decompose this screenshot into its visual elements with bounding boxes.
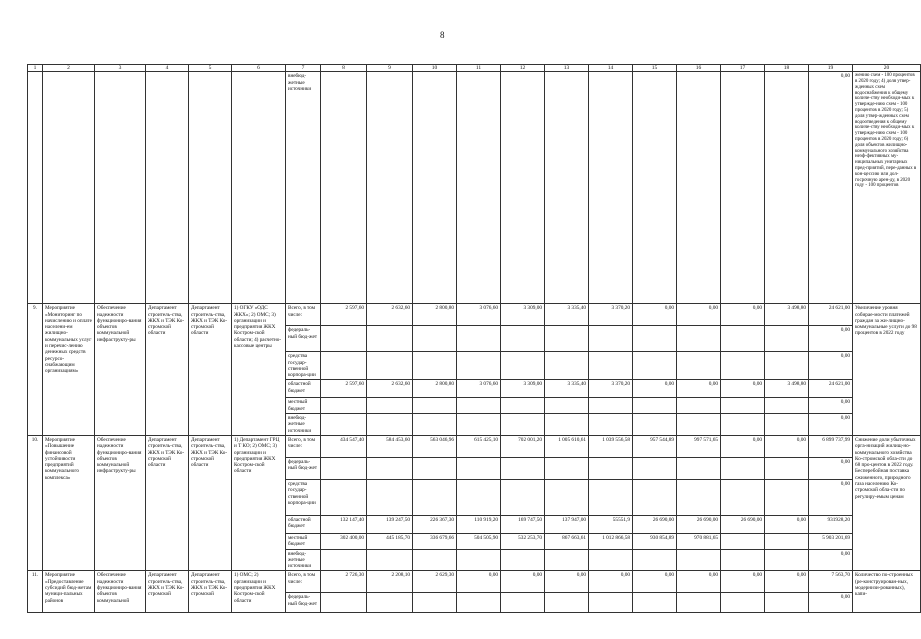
source-label: Всего, в том числе: (286, 435, 321, 457)
executor: Департамент строитель-ства, ЖКХ и ТЭК Ко-стромской (189, 571, 232, 613)
value-cell: 930 854,89 (633, 533, 677, 549)
col-header: 1 (28, 65, 43, 72)
executor: Департамент строитель-ства, ЖКХ и ТЭК Ко-стромской области (189, 435, 232, 570)
value-cell: 2 597,60 (321, 380, 367, 398)
value-cell: 3 498,80 (765, 304, 809, 326)
participants: 1) ОМС; 2) организации и предприятия ЖКХ Костром-ской области (232, 571, 286, 613)
executor: Департамент строитель-ства, ЖКХ и ТЭК Ко-стромской области (189, 304, 232, 436)
value-cell (721, 593, 765, 613)
value-cell (501, 326, 545, 352)
value-cell (765, 352, 809, 380)
value-cell (677, 549, 721, 571)
value-cell (321, 326, 367, 352)
col-header: 14 (589, 65, 633, 72)
value-cell (677, 457, 721, 479)
value-cell (589, 479, 633, 515)
value-cell (367, 457, 413, 479)
value-cell: 3 498,80 (765, 380, 809, 398)
value-cell (765, 479, 809, 515)
value-cell (677, 479, 721, 515)
value-cell: 0,00 (457, 571, 501, 593)
value-cell (633, 414, 677, 436)
col-header: 3 (95, 65, 146, 72)
value-cell: 26 690,00 (721, 515, 765, 533)
value-cell (321, 414, 367, 436)
value-cell (545, 352, 589, 380)
total-cell: 6 899 737,99 (809, 435, 853, 457)
total-cell: 24 621,00 (809, 304, 853, 326)
value-cell: 584 453,60 (367, 435, 413, 457)
value-cell: 2 597,60 (321, 304, 367, 326)
activity-purpose: Обеспечение надежности функциониро-вания объектов коммунальной (95, 571, 146, 613)
value-cell (721, 457, 765, 479)
value-cell: 137 947,00 (545, 515, 589, 533)
value-cell: 563 046,96 (413, 435, 457, 457)
value-cell: 2 208,10 (367, 571, 413, 593)
value-cell (367, 326, 413, 352)
value-cell: 0,00 (633, 571, 677, 593)
col-header: 16 (677, 65, 721, 72)
participants: 1) ОГКУ «ОДС ЖКХ»; 2) ОМС; 3) организации и предприятия ЖКХ Костром-ской области; 4) расчетно-кассовые центры (232, 304, 286, 436)
value-cell (321, 398, 367, 414)
value-cell: 3 309,00 (501, 380, 545, 398)
value-cell (367, 479, 413, 515)
value-cell: 0,00 (545, 571, 589, 593)
result-text: жению схем - 100 процентов в 2020 году; 4) доля утвер-жденных схем водоснабжения к общему количе-ству необходи-мых к утвержде-нию схем - 100 процентов в 2020 году; 5) доля утвер-жденных схем водоотведения к общему количе-ству необходи-мых к утвержде-нию схем - 100 процентов в 2020 году; 6) доля объектов жилищно-коммунального хозяйства неэф-фективных му-ниципальных унитарных пред-приятий, пере-данных в кон-цессию или дол-госрочную арен-ду, в 2020 году - 100 процентов (853, 72, 921, 304)
value-cell: 0,00 (501, 571, 545, 593)
value-cell (545, 398, 589, 414)
value-cell: 336 679,66 (413, 533, 457, 549)
value-cell: 1 012 866,58 (589, 533, 633, 549)
value-cell: 2 800,80 (413, 380, 457, 398)
value-cell: 2 629,30 (413, 571, 457, 593)
col-header: 15 (633, 65, 677, 72)
value-cell (367, 414, 413, 436)
value-cell: 2 800,80 (413, 304, 457, 326)
total-cell: 0,00 (809, 72, 853, 304)
value-cell: 110 919,20 (457, 515, 501, 533)
source-label: Всего, в том числе: (286, 304, 321, 326)
value-cell (413, 479, 457, 515)
value-cell (545, 549, 589, 571)
value-cell: 434 547,40 (321, 435, 367, 457)
total-cell: 0,00 (809, 398, 853, 414)
row-number: 10. (28, 435, 43, 570)
value-cell (367, 549, 413, 571)
total-cell: 0,00 (809, 352, 853, 380)
value-cell (589, 549, 633, 571)
result-text: Увеличение уровня собирае-мости платежей граждан за жи-лищно-коммунальные услуги до 98 процентов в 2022 году (853, 304, 921, 436)
activity-name: Мероприятие «Повышение финансовой устойчивости предприятий коммунального комплекса» (43, 435, 95, 570)
value-cell (765, 398, 809, 414)
value-cell: 532 253,70 (501, 533, 545, 549)
value-cell (413, 414, 457, 436)
col-header: 4 (146, 65, 189, 72)
value-cell (457, 352, 501, 380)
value-cell (321, 593, 367, 613)
row-number: 9. (28, 304, 43, 436)
col-header: 13 (545, 65, 589, 72)
value-cell (545, 326, 589, 352)
value-cell: 0,00 (589, 571, 633, 593)
value-cell: 970 881,65 (677, 533, 721, 549)
value-cell: 1 039 556,58 (589, 435, 633, 457)
value-cell: 0,00 (721, 435, 765, 457)
value-cell: 0,00 (721, 380, 765, 398)
value-cell: 0,00 (721, 304, 765, 326)
value-cell: 1 005 610,61 (545, 435, 589, 457)
value-cell (413, 549, 457, 571)
value-cell (633, 479, 677, 515)
activity-name: Мероприятие «Предоставление субсидий бюд-жетам муници-пальных районов (43, 571, 95, 613)
total-cell: 7 563,70 (809, 571, 853, 593)
value-cell (501, 593, 545, 613)
value-cell (633, 593, 677, 613)
source-label: федераль-ный бюд-жет (286, 326, 321, 352)
table-row (28, 571, 921, 593)
value-cell (413, 398, 457, 414)
value-cell (457, 549, 501, 571)
value-cell (677, 414, 721, 436)
total-cell: 5 903 201,69 (809, 533, 853, 549)
value-cell: 867 663,61 (545, 533, 589, 549)
value-cell (765, 593, 809, 613)
value-cell (501, 549, 545, 571)
value-cell (633, 326, 677, 352)
page-number: 8 (440, 30, 445, 40)
source-label: местный бюджет (286, 398, 321, 414)
value-cell (721, 549, 765, 571)
total-cell: 0,00 (809, 549, 853, 571)
value-cell (721, 352, 765, 380)
value-cell: 169 747,50 (501, 515, 545, 533)
result-text: Снижение доли убыточных орга-низаций жилищ-но-коммунального хозяйства Ко-стромской обла-сти до 68 про-центов в 2022 году. Бесперебойная поставка сжиженного, природного газа населению Ко-стромской обла-сти по регулиру-емым ценам (853, 435, 921, 570)
source-label: федераль-ный бюд-жет (286, 593, 321, 613)
value-cell (677, 352, 721, 380)
col-header: 5 (189, 65, 232, 72)
value-cell: 0,00 (765, 515, 809, 533)
value-cell: 997 571,65 (677, 435, 721, 457)
value-cell (413, 593, 457, 613)
total-cell: 0,00 (809, 457, 853, 479)
value-cell: 3 076,60 (457, 380, 501, 398)
source-label: средства государ-ственной корпора-ции (286, 479, 321, 515)
value-cell (765, 414, 809, 436)
value-cell (765, 326, 809, 352)
value-cell (765, 533, 809, 549)
value-cell (633, 352, 677, 380)
source-label: внебюд-жетные источники (286, 414, 321, 436)
value-cell (501, 479, 545, 515)
col-header: 2 (43, 65, 95, 72)
value-cell (589, 593, 633, 613)
col-header: 18 (765, 65, 809, 72)
value-cell (545, 479, 589, 515)
value-cell: 3 335,40 (545, 304, 589, 326)
activity-purpose: Обеспечение надежности функциониро-вания объектов коммунальной инфраструкту-ры (95, 435, 146, 570)
value-cell (413, 326, 457, 352)
value-cell (677, 398, 721, 414)
value-cell: 504 505,90 (457, 533, 501, 549)
value-cell: 0,00 (677, 380, 721, 398)
value-cell: 302 400,00 (321, 533, 367, 549)
source-label: областной бюджет (286, 380, 321, 398)
value-cell: 2 632,60 (367, 304, 413, 326)
value-cell: 0,00 (633, 304, 677, 326)
value-cell (457, 457, 501, 479)
value-cell (367, 352, 413, 380)
activity-purpose: Обеспечение надежности функциониро-вания объектов коммунальной инфраструкту-ры (95, 304, 146, 436)
value-cell (589, 352, 633, 380)
value-cell (589, 398, 633, 414)
value-cell: 3 335,40 (545, 380, 589, 398)
value-cell (321, 352, 367, 380)
total-cell: 0,00 (809, 414, 853, 436)
value-cell (321, 479, 367, 515)
table-row (28, 435, 921, 457)
source-label: средства государ-ственной корпора-ции (286, 352, 321, 380)
value-cell: 615 425,10 (457, 435, 501, 457)
value-cell (721, 479, 765, 515)
value-cell: 0,00 (677, 571, 721, 593)
result-text: Количество по-строенных (ре-конструирован-ных, модернизи-рованных), капи- (853, 571, 921, 613)
value-cell (721, 533, 765, 549)
col-header: 9 (367, 65, 413, 72)
value-cell (765, 549, 809, 571)
value-cell: 3 370,20 (589, 380, 633, 398)
value-cell (501, 457, 545, 479)
value-cell (545, 414, 589, 436)
row-number: 11. (28, 571, 43, 613)
value-cell (633, 457, 677, 479)
value-cell (457, 479, 501, 515)
value-cell: 55551,9 (589, 515, 633, 533)
col-header: 19 (809, 65, 853, 72)
value-cell (545, 593, 589, 613)
value-cell (677, 326, 721, 352)
value-cell (321, 549, 367, 571)
value-cell (501, 352, 545, 380)
value-cell (457, 326, 501, 352)
col-header: 20 (853, 65, 921, 72)
total-cell: 931928,20 (809, 515, 853, 533)
value-cell (321, 457, 367, 479)
value-cell: 957 544,89 (633, 435, 677, 457)
value-cell: 702 001,20 (501, 435, 545, 457)
col-header: 6 (232, 65, 286, 72)
program-table (27, 64, 921, 613)
total-cell: 0,00 (809, 479, 853, 515)
total-cell: 0,00 (809, 593, 853, 613)
col-header: 17 (721, 65, 765, 72)
value-cell: 139 247,50 (367, 515, 413, 533)
value-cell: 26 690,00 (677, 515, 721, 533)
value-cell: 226 367,30 (413, 515, 457, 533)
continuation-row (28, 72, 921, 304)
col-header: 11 (457, 65, 501, 72)
value-cell (367, 398, 413, 414)
value-cell: 3 309,00 (501, 304, 545, 326)
participants: 1) Департамент ГРЦ и Т КО; 2) ОМС; 3) организации и предприятия ЖКХ Костром-ской области (232, 435, 286, 570)
value-cell (633, 398, 677, 414)
value-cell: 26 690,00 (633, 515, 677, 533)
value-cell (589, 457, 633, 479)
value-cell (677, 593, 721, 613)
value-cell (545, 457, 589, 479)
activity-name: Мероприятие «Мониторинг по начислению и оплате населени-ем жилищно-коммунальных услуг и перечис-лению денежных средств ресурсо-снабжающим организациям» (43, 304, 95, 436)
value-cell (765, 457, 809, 479)
responsible-executor: Департамент строитель-ства, ЖКХ и ТЭК Ко-стромской (146, 571, 189, 613)
value-cell (721, 414, 765, 436)
col-header: 12 (501, 65, 545, 72)
table-row (28, 304, 921, 326)
col-header: 8 (321, 65, 367, 72)
value-cell: 2 726,30 (321, 571, 367, 593)
source-label: областной бюджет (286, 515, 321, 533)
value-cell (501, 398, 545, 414)
source-label: внебюд-жетные источники (286, 72, 321, 304)
value-cell (721, 398, 765, 414)
value-cell: 445 185,70 (367, 533, 413, 549)
value-cell (589, 414, 633, 436)
value-cell: 0,00 (765, 571, 809, 593)
value-cell (413, 352, 457, 380)
value-cell: 3 370,20 (589, 304, 633, 326)
value-cell (589, 326, 633, 352)
source-label: Всего, в том числе: (286, 571, 321, 593)
value-cell (721, 326, 765, 352)
value-cell (457, 593, 501, 613)
col-header: 10 (413, 65, 457, 72)
column-header-row (28, 65, 921, 72)
value-cell (457, 414, 501, 436)
total-cell: 24 621,00 (809, 380, 853, 398)
value-cell: 0,00 (721, 571, 765, 593)
value-cell: 0,00 (677, 304, 721, 326)
value-cell (367, 593, 413, 613)
responsible-executor: Департамент строитель-ства, ЖКХ и ТЭК Ко-стромской области (146, 304, 189, 436)
col-header: 7 (286, 65, 321, 72)
source-label: местный бюджет (286, 533, 321, 549)
value-cell (501, 414, 545, 436)
total-cell: 0,00 (809, 326, 853, 352)
value-cell: 0,00 (633, 380, 677, 398)
value-cell (633, 549, 677, 571)
value-cell: 0,00 (765, 435, 809, 457)
value-cell: 132 147,40 (321, 515, 367, 533)
source-label: федераль-ный бюд-жет (286, 457, 321, 479)
value-cell (457, 398, 501, 414)
value-cell: 3 076,60 (457, 304, 501, 326)
source-label: внебюд-жетные источники (286, 549, 321, 571)
responsible-executor: Департамент строитель-ства, ЖКХ и ТЭК Ко-стромской области (146, 435, 189, 570)
value-cell: 2 632,60 (367, 380, 413, 398)
value-cell (413, 457, 457, 479)
